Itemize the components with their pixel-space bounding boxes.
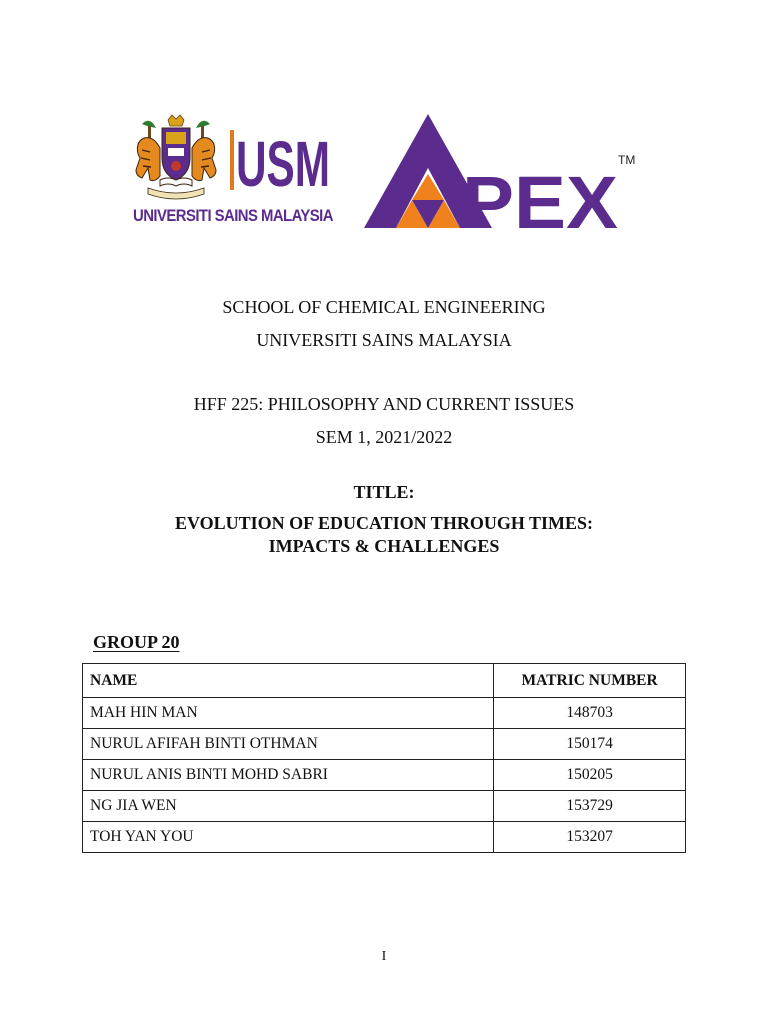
semester: SEM 1, 2021/2022 [315,427,453,447]
page-number: I [381,949,387,964]
member-name: NURUL AFIFAH BINTI OTHMAN [83,729,494,760]
apex-wordmark: PEX [462,161,618,244]
member-matric: 150174 [494,729,686,760]
usm-caption: UNIVERSITI SAINS MALAYSIA [133,207,333,225]
usm-crest-icon [132,114,220,198]
member-name: NURUL ANIS BINTI MOHD SABRI [83,760,494,791]
table-row [83,729,686,760]
table-row [83,791,686,822]
table-row [83,822,686,853]
apex-trademark: TM [618,153,636,167]
member-name: MAH HIN MAN [83,698,494,729]
member-matric: 153729 [494,791,686,822]
table-header-row [83,664,686,698]
university-name: UNIVERSITI SAINS MALAYSIA [256,330,512,350]
group-label: GROUP 20 [93,632,180,652]
school-name: SCHOOL OF CHEMICAL ENGINEERING [222,297,546,317]
member-matric: 150205 [494,760,686,791]
title-line-1: EVOLUTION OF EDUCATION THROUGH TIMES: [174,513,594,533]
course-name: HFF 225: PHILOSOPHY AND CURRENT ISSUES [193,394,575,414]
column-header-name: NAME [83,664,494,698]
table-row [83,698,686,729]
members-table [82,663,686,853]
title-label: TITLE: [353,482,415,502]
apex-logo [360,112,640,244]
column-header-matric: MATRIC NUMBER [494,664,686,698]
member-name: TOH YAN YOU [83,822,494,853]
usm-logo [132,114,334,232]
member-matric: 153207 [494,822,686,853]
title-line-2: IMPACTS & CHALLENGES [268,536,500,556]
usm-letters-mark [234,128,332,200]
svg-text:USM: USM [236,128,330,200]
member-name: NG JIA WEN [83,791,494,822]
table-row [83,760,686,791]
member-matric: 148703 [494,698,686,729]
